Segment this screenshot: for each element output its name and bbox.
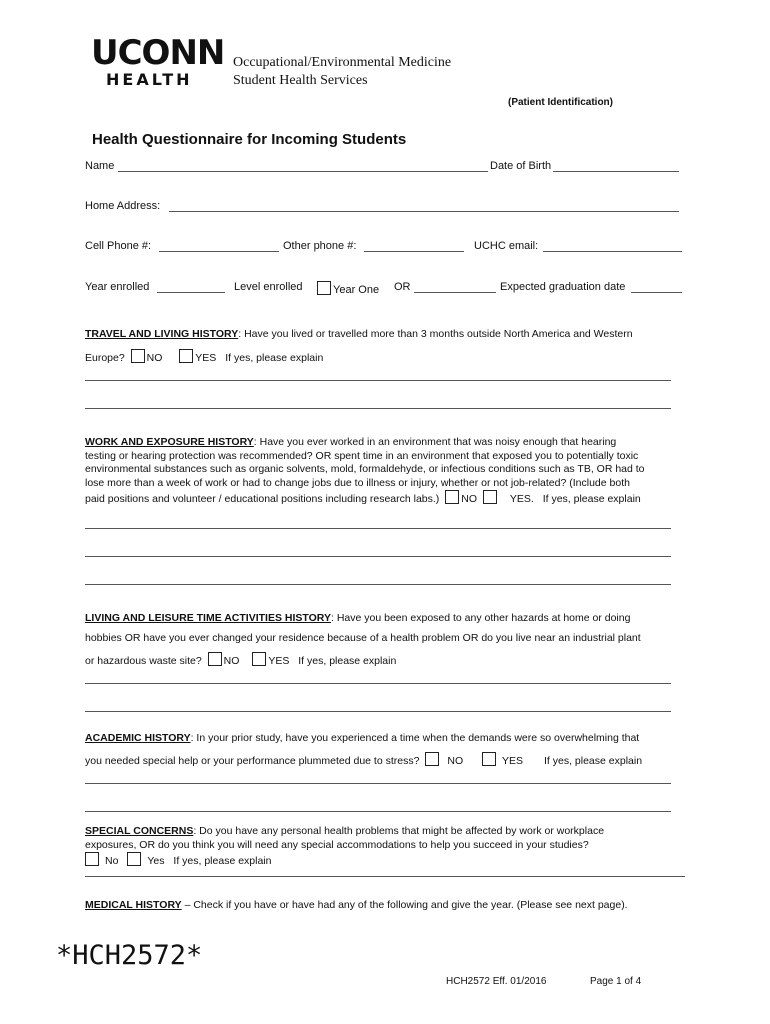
- medical-history-intro: [85, 899, 628, 911]
- work-text-3: environmental substances such as organic solvents, mold, formaldehyde, or infectious conditions such as TB, OR had to: [85, 463, 645, 475]
- work-explain-label: If yes, please explain: [542, 493, 641, 505]
- work-text-2: testing or hearing protection was recommended? OR spent time in an environment that exposed you to potentially toxic: [85, 449, 639, 462]
- travel-heading: TRAVEL AND LIVING HISTORY: [85, 328, 239, 340]
- special-yes-label: Yes: [147, 855, 165, 867]
- name-label: Name: [85, 160, 115, 172]
- travel-answer-row: [85, 349, 323, 364]
- leisure-answer-row: [85, 652, 396, 667]
- travel-question: [85, 328, 633, 340]
- leisure-explain-label: If yes, please explain: [298, 655, 397, 667]
- medical-text: – Check if you have or have had any of the following and give the year. (Please see next page).: [181, 899, 628, 911]
- work-yes-label: YES.: [509, 493, 534, 505]
- patient-identification-label: (Patient Identification): [508, 97, 613, 108]
- academic-text-2: you needed special help or your performance plummeted due to stress?: [85, 755, 420, 767]
- medical-heading: MEDICAL HISTORY: [85, 899, 182, 911]
- leisure-explain-line-1[interactable]: [85, 683, 671, 684]
- special-text-1: : Do you have any personal health problems that might be affected by work or workplace: [193, 825, 605, 837]
- special-answer-row: [82, 852, 271, 867]
- travel-text-cont: Europe?: [85, 352, 125, 364]
- leisure-yes-checkbox[interactable]: [252, 652, 266, 666]
- uchc-email-label: UCHC email:: [474, 240, 539, 252]
- academic-explain-line-1[interactable]: [85, 783, 671, 784]
- work-explain-line-1[interactable]: [85, 528, 671, 529]
- expected-graduation-input-line[interactable]: [631, 292, 682, 293]
- leisure-yes-label: YES: [268, 655, 290, 667]
- page-number: Page 1 of 4: [590, 976, 642, 987]
- academic-question: [85, 732, 639, 744]
- cell-phone-input-line[interactable]: [159, 251, 279, 252]
- leisure-explain-line-2[interactable]: [85, 711, 671, 712]
- other-phone-input-line[interactable]: [364, 251, 464, 252]
- name-input-line[interactable]: [118, 171, 488, 172]
- work-no-label: NO: [461, 493, 477, 505]
- special-explain-label: If yes, please explain: [173, 855, 272, 867]
- dob-label: Date of Birth: [490, 160, 552, 172]
- leisure-text-2: hobbies OR have you ever changed your residence because of a health problem OR do you live near an industrial plant: [85, 632, 641, 644]
- special-no-checkbox[interactable]: [85, 852, 99, 866]
- academic-yes-label: YES: [502, 755, 524, 767]
- cell-phone-label: Cell Phone #:: [85, 240, 152, 252]
- year-enrolled-label: Year enrolled: [85, 281, 150, 293]
- form-barcode-text: *HCH2572*: [56, 940, 203, 971]
- travel-explain-line-1[interactable]: [85, 380, 671, 381]
- work-text-1: : Have you ever worked in an environment that was noisy enough that hearing: [253, 436, 617, 448]
- logo-health: HEALTH: [106, 70, 193, 89]
- travel-no-checkbox[interactable]: [131, 349, 145, 363]
- leisure-text-3: or hazardous waste site?: [85, 655, 202, 667]
- travel-no-label: NO: [146, 352, 163, 364]
- year-one-option: [314, 281, 379, 296]
- home-address-input-line[interactable]: [169, 211, 679, 212]
- special-heading: SPECIAL CONCERNS: [85, 825, 194, 837]
- special-explain-line[interactable]: [85, 876, 685, 877]
- work-question: [85, 436, 695, 507]
- department-subname: Student Health Services: [233, 73, 368, 88]
- year-one-label: Year One: [333, 284, 380, 296]
- academic-explain-label: If yes, please explain: [543, 755, 643, 767]
- academic-answer-row: [85, 752, 642, 767]
- leisure-text-1: : Have you been exposed to any other hazards at home or doing: [331, 612, 631, 624]
- work-text-4: lose more than a week of work or had to change jobs due to illness or injury, whether or not job-related? (Include both: [85, 476, 630, 489]
- travel-explain-line-2[interactable]: [85, 408, 671, 409]
- leisure-question: [85, 612, 630, 624]
- special-no-label: No: [105, 855, 119, 867]
- year-enrolled-input-line[interactable]: [157, 292, 225, 293]
- academic-heading: ACADEMIC HISTORY: [85, 732, 191, 744]
- level-other-input-line[interactable]: [414, 292, 496, 293]
- page-title: Health Questionnaire for Incoming Students: [92, 131, 407, 148]
- dob-input-line[interactable]: [553, 171, 679, 172]
- level-enrolled-label: Level enrolled: [234, 281, 303, 293]
- work-text-5: paid positions and volunteer / educational positions including research labs.): [85, 493, 440, 505]
- travel-explain-label: If yes, please explain: [225, 352, 324, 364]
- form-id: HCH2572 Eff. 01/2016: [446, 976, 547, 987]
- travel-text: : Have you lived or travelled more than 3 months outside North America and Western: [238, 328, 633, 340]
- work-yes-checkbox[interactable]: [483, 490, 497, 504]
- logo-uconn: UCONN: [91, 33, 225, 73]
- academic-no-label: NO: [447, 755, 464, 767]
- other-phone-label: Other phone #:: [283, 240, 357, 252]
- special-text-2: exposures, OR do you think you will need any special accommodations to help you succeed in your studies?: [85, 839, 589, 851]
- uchc-email-input-line[interactable]: [543, 251, 682, 252]
- work-no-checkbox[interactable]: [445, 490, 459, 504]
- academic-no-checkbox[interactable]: [425, 752, 439, 766]
- work-explain-line-2[interactable]: [85, 556, 671, 557]
- travel-yes-checkbox[interactable]: [179, 349, 193, 363]
- special-question: [85, 825, 604, 837]
- leisure-no-checkbox[interactable]: [208, 652, 222, 666]
- travel-yes-label: YES: [195, 352, 217, 364]
- leisure-no-label: NO: [223, 655, 240, 667]
- expected-graduation-label: Expected graduation date: [500, 281, 626, 293]
- year-one-checkbox[interactable]: [317, 281, 331, 295]
- academic-explain-line-2[interactable]: [85, 811, 671, 812]
- academic-text-1: : In your prior study, have you experienced a time when the demands were so overwhelming that: [190, 732, 640, 744]
- special-yes-checkbox[interactable]: [127, 852, 141, 866]
- academic-yes-checkbox[interactable]: [482, 752, 496, 766]
- work-heading: WORK AND EXPOSURE HISTORY: [85, 436, 254, 448]
- department-name: Occupational/Environmental Medicine: [233, 55, 452, 70]
- or-label: OR: [394, 281, 411, 293]
- work-explain-line-3[interactable]: [85, 584, 671, 585]
- home-address-label: Home Address:: [85, 200, 161, 212]
- leisure-heading: LIVING AND LEISURE TIME ACTIVITIES HISTORY: [85, 612, 331, 624]
